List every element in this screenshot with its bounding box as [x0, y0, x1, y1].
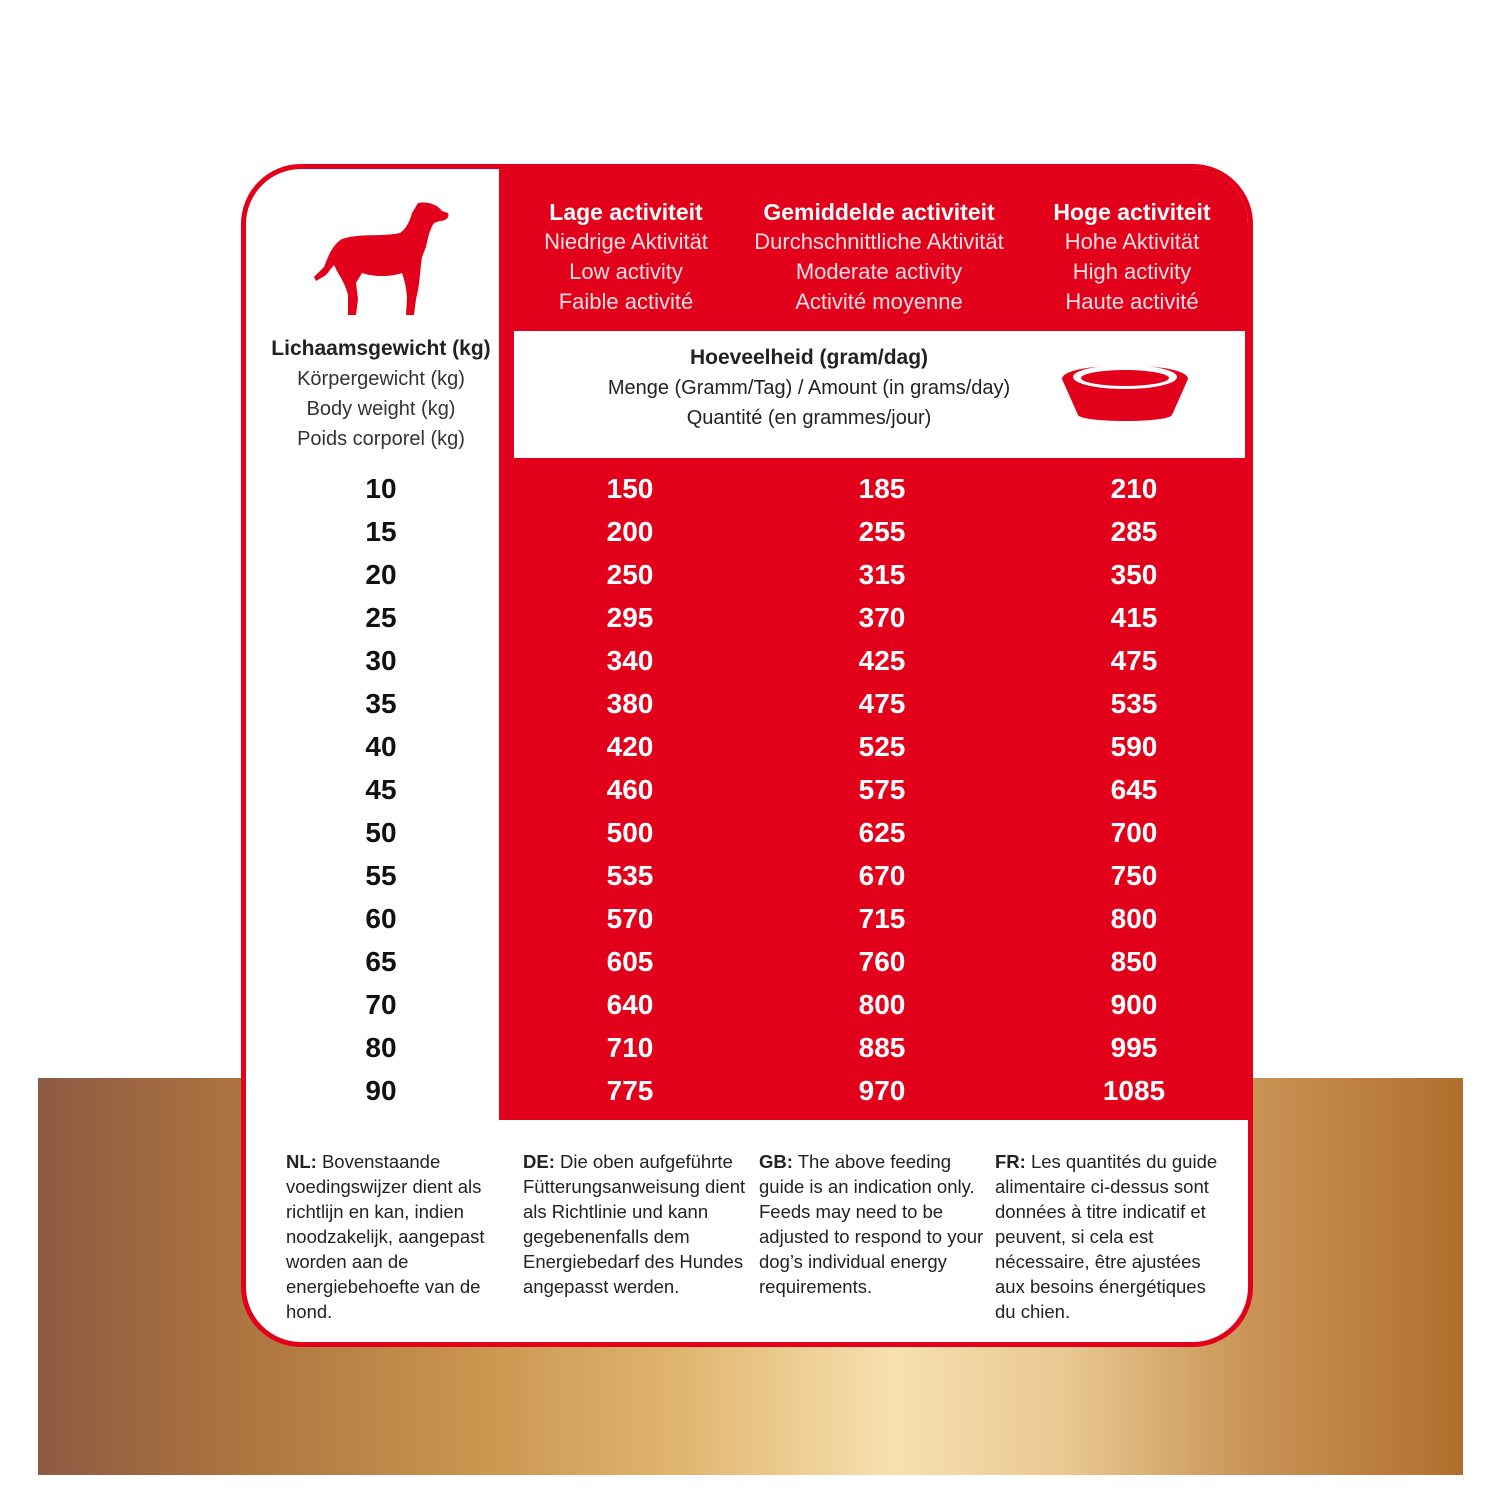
weight-cell: 90: [365, 1075, 397, 1106]
dog-icon: [310, 199, 450, 317]
low-activity-cell: 640: [606, 989, 654, 1020]
moderate-activity-cell: 800: [858, 989, 906, 1020]
moderate-activity-cell: 255: [858, 516, 906, 547]
activity-high-en: High activity: [1072, 259, 1192, 284]
weight-cell: 15: [365, 516, 397, 547]
activity-low-nl: Lage activiteit: [549, 199, 703, 225]
high-activity-cell: 850: [1110, 946, 1158, 977]
table-row: [246, 469, 1253, 512]
weight-cell: 20: [365, 559, 397, 590]
weight-label-de: Körpergewicht (kg): [297, 368, 465, 390]
activity-moderate-de: Durchschnittliche Aktivität: [754, 229, 1004, 254]
activity-moderate-fr: Activité moyenne: [795, 289, 963, 314]
weight-cell: 55: [365, 860, 397, 891]
amount-label-fr: Quantité (en grammes/jour): [686, 407, 932, 429]
high-activity-cell: 1085: [1102, 1075, 1166, 1106]
feeding-guide-card: [241, 164, 1253, 1347]
note-fr: [995, 1149, 1223, 1324]
moderate-activity-cell: 525: [858, 731, 906, 762]
weight-cell: 45: [365, 774, 397, 805]
activity-high-header: [1002, 197, 1253, 317]
activity-high-de: Hohe Aktivität: [1064, 229, 1200, 254]
activity-low-fr: Faible activité: [558, 289, 694, 314]
note-gb-lang: GB:: [759, 1151, 793, 1172]
table-row: [246, 985, 1253, 1028]
activity-high-fr: Haute activité: [1065, 289, 1199, 314]
weight-label-nl: Lichaamsgewicht (kg): [271, 337, 491, 360]
amount-label: [514, 343, 1104, 433]
weight-cell: 30: [365, 645, 397, 676]
moderate-activity-cell: 970: [858, 1075, 906, 1106]
moderate-activity-cell: 370: [858, 602, 906, 633]
high-activity-cell: 590: [1110, 731, 1158, 762]
low-activity-cell: 570: [606, 903, 654, 934]
weight-cell: 10: [365, 473, 397, 504]
high-activity-cell: 750: [1110, 860, 1158, 891]
moderate-activity-cell: 670: [858, 860, 906, 891]
activity-moderate-header: [749, 197, 1009, 317]
note-nl-lang: NL:: [286, 1151, 317, 1172]
weight-cell: 65: [365, 946, 397, 977]
low-activity-cell: 380: [606, 688, 654, 719]
low-activity-cell: 250: [606, 559, 654, 590]
low-activity-cell: 150: [606, 473, 654, 504]
high-activity-cell: 700: [1110, 817, 1158, 848]
high-activity-cell: 535: [1110, 688, 1158, 719]
weight-cell: 40: [365, 731, 397, 762]
low-activity-cell: 420: [606, 731, 654, 762]
low-activity-cell: 500: [606, 817, 654, 848]
moderate-activity-cell: 475: [858, 688, 906, 719]
moderate-activity-cell: 425: [858, 645, 906, 676]
high-activity-cell: 645: [1110, 774, 1158, 805]
weight-label-fr: Poids corporel (kg): [297, 428, 465, 450]
weight-cell: 35: [365, 688, 397, 719]
weight-cell: 70: [365, 989, 397, 1020]
amount-label-nl: Hoeveelheid (gram/dag): [689, 346, 929, 369]
table-row: [246, 770, 1253, 813]
low-activity-cell: 460: [606, 774, 654, 805]
moderate-activity-cell: 625: [858, 817, 906, 848]
low-activity-cell: 340: [606, 645, 654, 676]
note-gb-text: The above feeding guide is an indication only. Feeds may need to be adjusted to respond to your dog’s individual energy requirements.: [759, 1151, 984, 1297]
table-row: [246, 684, 1253, 727]
table-row: [246, 598, 1253, 641]
note-nl-text: Bovenstaande voedingswijzer dient als richtlijn en kan, indien noodzakelijk, aangepast worden aan de energiebehoefte van de hond.: [286, 1151, 485, 1322]
note-fr-lang: FR:: [995, 1151, 1026, 1172]
table-row: [246, 555, 1253, 598]
high-activity-cell: 800: [1110, 903, 1158, 934]
moderate-activity-cell: 185: [858, 473, 906, 504]
high-activity-cell: 210: [1110, 473, 1158, 504]
high-activity-cell: 475: [1110, 645, 1158, 676]
table-row: [246, 1071, 1253, 1114]
table-row: [246, 899, 1253, 942]
weight-cell: 80: [365, 1032, 397, 1063]
table-row: [246, 727, 1253, 770]
feeding-table-rows: [246, 469, 1253, 1114]
weight-cell: 50: [365, 817, 397, 848]
low-activity-cell: 775: [606, 1075, 654, 1106]
low-activity-cell: 605: [606, 946, 654, 977]
activity-low-de: Niedrige Aktivität: [544, 229, 708, 254]
activity-low-header: [496, 197, 756, 317]
high-activity-cell: 285: [1110, 516, 1158, 547]
high-activity-cell: 415: [1110, 602, 1158, 633]
body-weight-label: [266, 334, 496, 454]
high-activity-cell: 350: [1110, 559, 1158, 590]
bowl-icon: [1060, 353, 1190, 425]
table-row: [246, 813, 1253, 856]
moderate-activity-cell: 760: [858, 946, 906, 977]
amount-header-box: [514, 331, 1245, 458]
note-de-lang: DE:: [523, 1151, 555, 1172]
table-row: [246, 512, 1253, 555]
low-activity-cell: 200: [606, 516, 654, 547]
amount-label-de-en: Menge (Gramm/Tag) / Amount (in grams/day): [607, 377, 1011, 399]
weight-cell: 25: [365, 602, 397, 633]
activity-moderate-en: Moderate activity: [795, 259, 963, 284]
table-row: [246, 1028, 1253, 1071]
activity-moderate-nl: Gemiddelde activiteit: [763, 199, 995, 225]
low-activity-cell: 295: [606, 602, 654, 633]
low-activity-cell: 710: [606, 1032, 654, 1063]
moderate-activity-cell: 715: [858, 903, 906, 934]
note-de: [523, 1149, 751, 1299]
weight-label-en: Body weight (kg): [306, 398, 456, 420]
high-activity-cell: 995: [1110, 1032, 1158, 1063]
activity-low-en: Low activity: [569, 259, 683, 284]
table-row: [246, 942, 1253, 985]
moderate-activity-cell: 885: [858, 1032, 906, 1063]
note-de-text: Die oben aufgeführte Fütterungsanweisung dient als Richtlinie und kann gegebenenfalls dem Energiebedarf des Hundes angepasst werden.: [523, 1151, 746, 1297]
note-nl: [286, 1149, 514, 1324]
note-fr-text: Les quantités du guide alimentaire ci-dessus sont données à titre indicatif et peuvent, si cela est nécessaire, être ajustées aux besoins énergétiques du chien.: [995, 1151, 1218, 1322]
moderate-activity-cell: 575: [858, 774, 906, 805]
weight-cell: 60: [365, 903, 397, 934]
table-row: [246, 856, 1253, 899]
activity-high-nl: Hoge activiteit: [1053, 199, 1211, 225]
low-activity-cell: 535: [606, 860, 654, 891]
note-gb: [759, 1149, 987, 1299]
table-row: [246, 641, 1253, 684]
high-activity-cell: 900: [1110, 989, 1158, 1020]
moderate-activity-cell: 315: [858, 559, 906, 590]
